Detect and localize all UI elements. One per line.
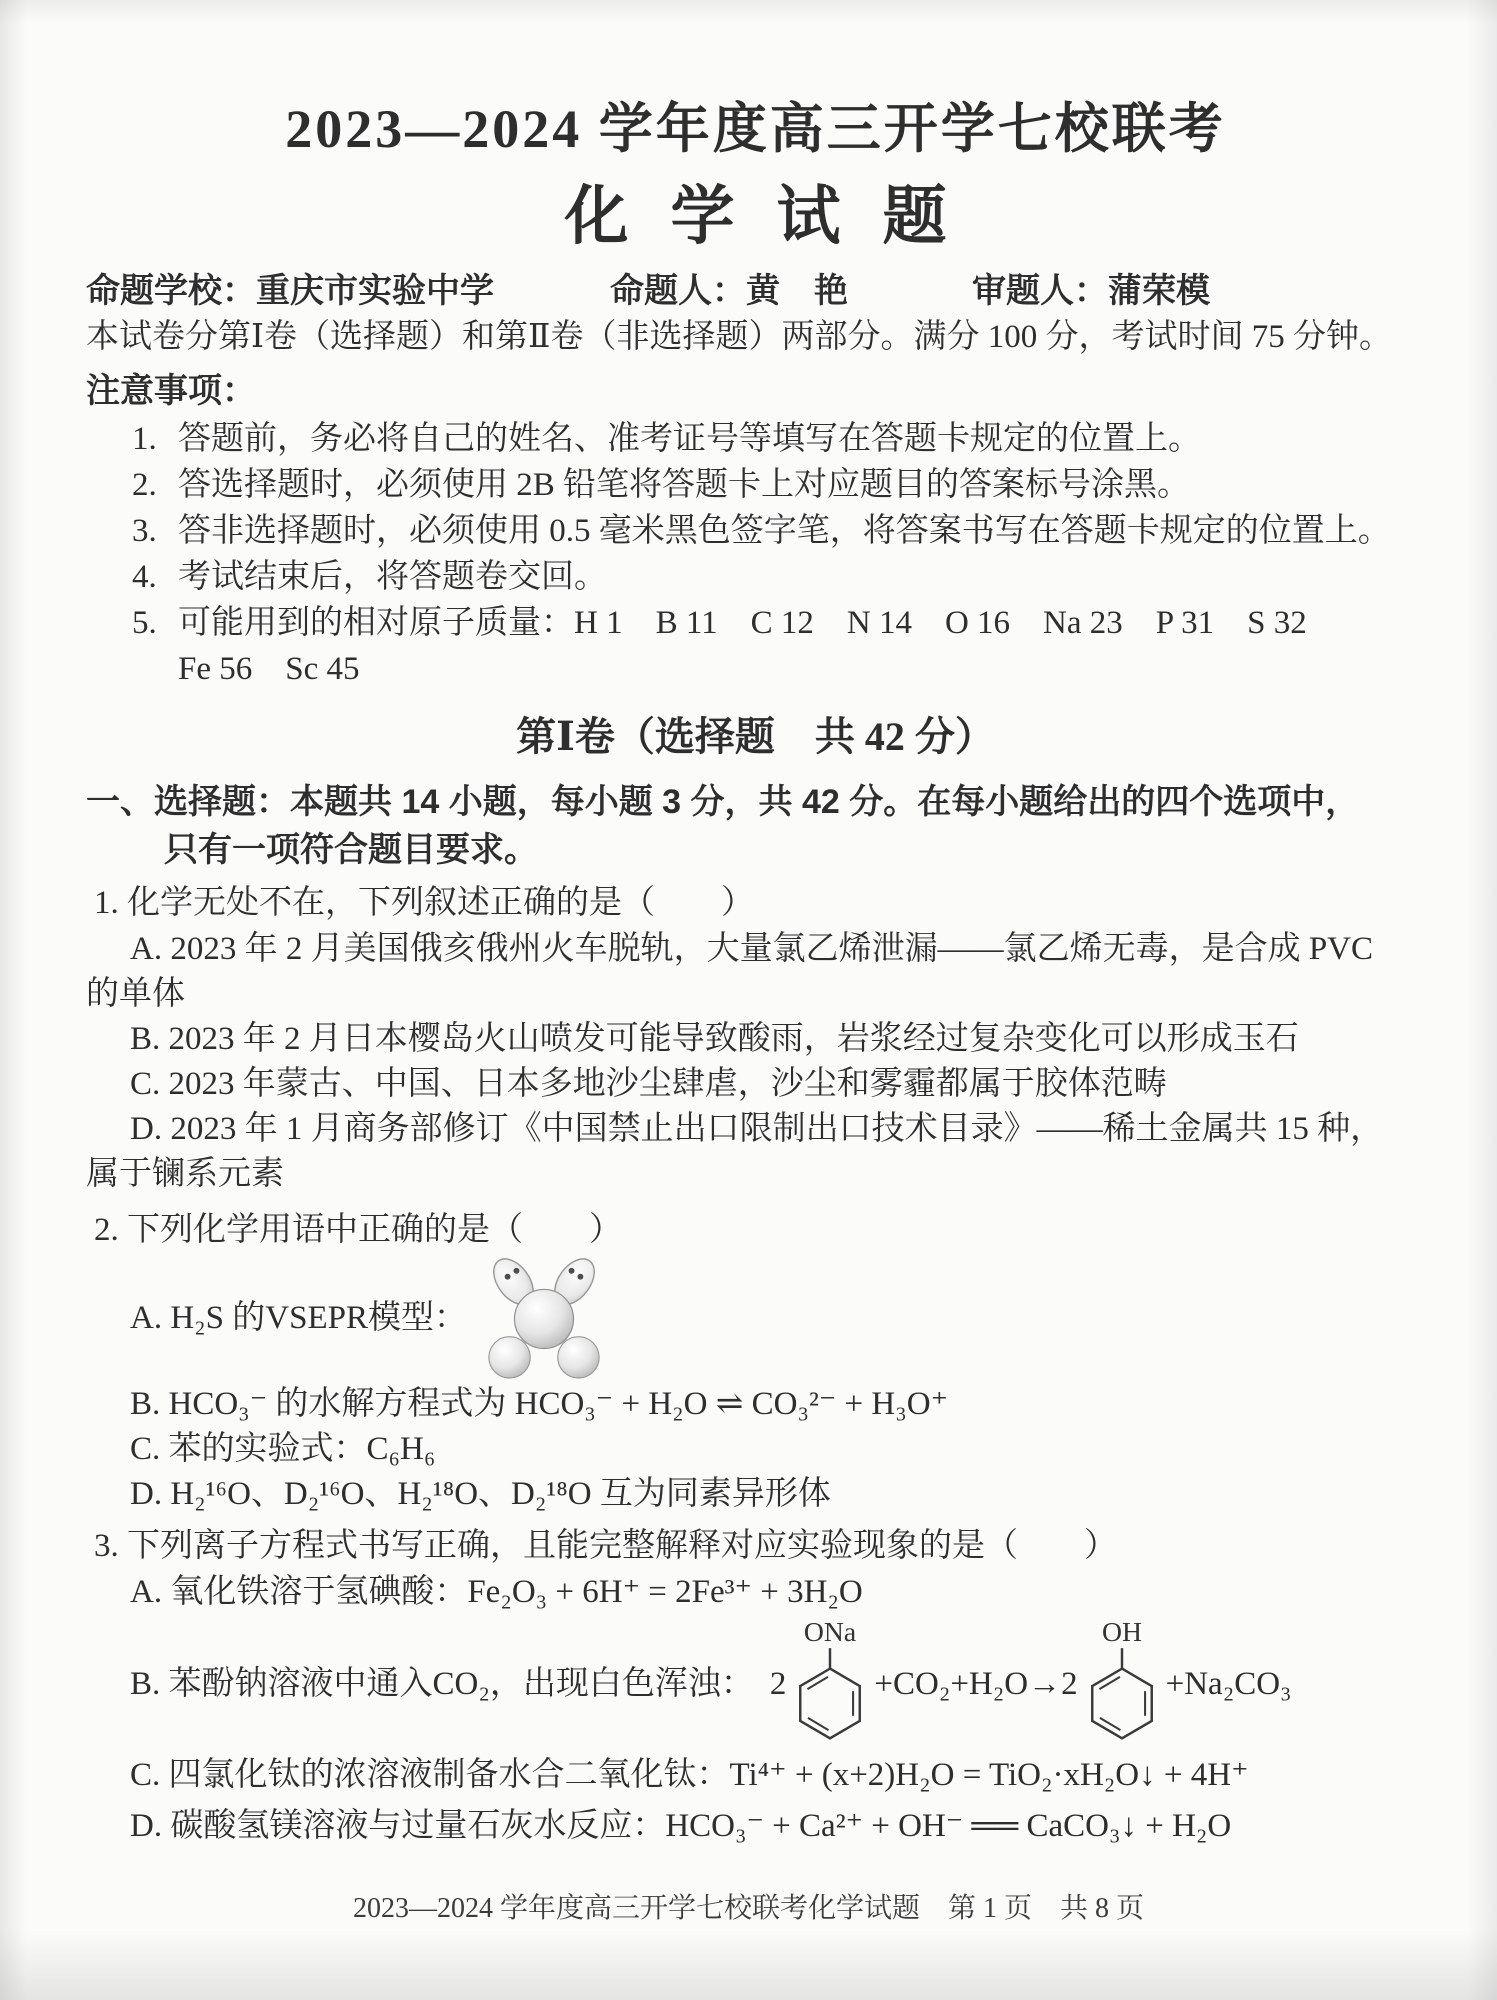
- notice-heading: 注意事项：: [86, 372, 256, 410]
- exam-title: 2023—2024 学年度高三开学七校联考: [285, 99, 1226, 159]
- question-reviewer: 审题人：蒲荣模: [972, 273, 1210, 310]
- q2-option-a-label: A. H₂S 的VSEPR模型：: [130, 1299, 467, 1336]
- q1-option-c: C. 2023 年蒙古、中国、日本多地沙尘肆虐，沙尘和雾霾都属于胶体范畴: [130, 1066, 1167, 1102]
- question-3-stem: 3. 下列离子方程式书写正确，且能完整解释对应实验现象的是（ ）: [94, 1528, 1117, 1564]
- equation-right: +Na₂CO₃: [1165, 1665, 1292, 1702]
- equation-middle: +CO₂+H₂O→2: [874, 1665, 1078, 1702]
- q3-option-c: C. 四氯化钛的浓溶液制备水合二氧化钛：Ti⁴⁺ + (x+2)H₂O = TiO₂·xH₂O↓ + 4H⁺: [130, 1757, 1249, 1793]
- notice-item: [132, 416, 1425, 462]
- q1-option-b: B. 2023 年 2 月日本樱岛火山喷发可能导致酸雨，岩浆经过复杂变化可以形成玉石: [130, 1021, 1299, 1057]
- q3-option-d: D. 碳酸氢镁溶液与过量石灰水反应：HCO₃⁻ + Ca²⁺ + OH⁻ ══ CaCO₃↓ + H₂O: [130, 1808, 1232, 1844]
- exam-subject-title: 化学试题: [564, 181, 989, 252]
- section-1-instruction: 一、选择题：本题共 14 小题，每小题 3 分，共 42 分。在每小题给出的四个选项中，只有一项符合题目要求。: [86, 783, 1360, 869]
- q3-option-b: [130, 1615, 1425, 1753]
- phenol-ring-diagram: [1082, 1615, 1162, 1753]
- q1-option-a: A. 2023 年 2 月美国俄亥俄州火车脱轨，大量氯乙烯泄漏——氯乙烯无毒，是合成 PVC 的单体: [86, 931, 1374, 1012]
- notice-item: [132, 508, 1425, 554]
- paper-structure-note: 本试卷分第Ⅰ卷（选择题）和第Ⅱ卷（非选择题）两部分。满分 100 分，考试时间 75 分钟。: [86, 319, 1392, 355]
- notice-item-text: 答非选择题时，必须使用 0.5 毫米黑色签字笔，将答案书写在答题卡规定的位置上。: [178, 513, 1391, 549]
- q2-option-a: [130, 1254, 1425, 1382]
- notice-item-number: 2.: [132, 467, 157, 503]
- notice-item: [132, 554, 1425, 600]
- notice-item-text: 考试结束后，将答题卷交回。: [178, 559, 607, 595]
- notice-item-text: 答题前，务必将自己的姓名、准考证号等填写在答题卡规定的位置上。: [178, 421, 1201, 457]
- question-1: [86, 880, 1425, 1197]
- examiner-info-row: [86, 270, 1425, 314]
- atomic-masses-line1: 可能用到的相对原子质量：H 1 B 11 C 12 N 14 O 16 Na 23 P 31 S 32: [178, 605, 1307, 641]
- phenolate-co2-equation: [768, 1615, 1294, 1753]
- ring-substituent-label: OH: [1101, 1615, 1142, 1647]
- page-footer: 2023—2024 学年度高三开学七校联考化学试题 第 1 页 共 8 页: [352, 1893, 1144, 1924]
- section-1-title: 第Ⅰ卷（选择题 共 42 分）: [516, 714, 995, 759]
- q2-option-c: C. 苯的实验式：C₆H₆: [130, 1431, 436, 1467]
- question-3: [86, 1523, 1425, 1849]
- question-2-stem: 2. 下列化学用语中正确的是（ ）: [94, 1212, 622, 1248]
- h2s-vsepr-model-image: [483, 1254, 605, 1382]
- notice-item-text: [178, 600, 1425, 692]
- q3-option-a: A. 氧化铁溶于氢碘酸：Fe₂O₃ + 6H⁺ = 2Fe³⁺ + 3H₂O: [130, 1574, 863, 1610]
- question-1-stem: 1. 化学无处不在，下列叙述正确的是（ ）: [94, 885, 754, 921]
- notice-item-atomic-masses: [132, 600, 1425, 692]
- notice-item: [132, 462, 1425, 508]
- notice-item-number: 1.: [132, 421, 157, 457]
- equation-coefficient: 2: [769, 1665, 787, 1702]
- notice-item-number: 5.: [132, 605, 157, 641]
- atomic-masses-line2: Fe 56 Sc 45: [178, 651, 360, 687]
- question-2: [86, 1207, 1425, 1517]
- sodium-phenolate-ring-diagram: [790, 1615, 870, 1753]
- notice-item-text: 答选择题时，必须使用 2B 铅笔将答题卡上对应题目的答案标号涂黑。: [178, 467, 1191, 503]
- question-setter: 命题人：黄 艳: [610, 273, 848, 310]
- q1-option-d: D. 2023 年 1 月商务部修订《中国禁止出口限制出口技术目录》——稀土金属共 15 种，属于镧系元素: [86, 1111, 1384, 1192]
- setter-school: 命题学校：重庆市实验中学: [86, 273, 494, 310]
- q2-option-b: B. HCO₃⁻ 的水解方程式为 HCO₃⁻ + H₂O ⇌ CO₃²⁻ + H₃O⁺: [130, 1386, 948, 1422]
- notice-item-number: 3.: [132, 513, 157, 549]
- q2-option-d: D. H₂¹⁶O、D₂¹⁶O、H₂¹⁸O、D₂¹⁸O 互为同素异形体: [130, 1476, 831, 1512]
- notice-item-number: 4.: [132, 559, 157, 595]
- ring-substituent-label: ONa: [804, 1615, 857, 1647]
- q3-option-b-label: B. 苯酚钠溶液中通入CO₂，出现白色浑浊：: [130, 1665, 754, 1702]
